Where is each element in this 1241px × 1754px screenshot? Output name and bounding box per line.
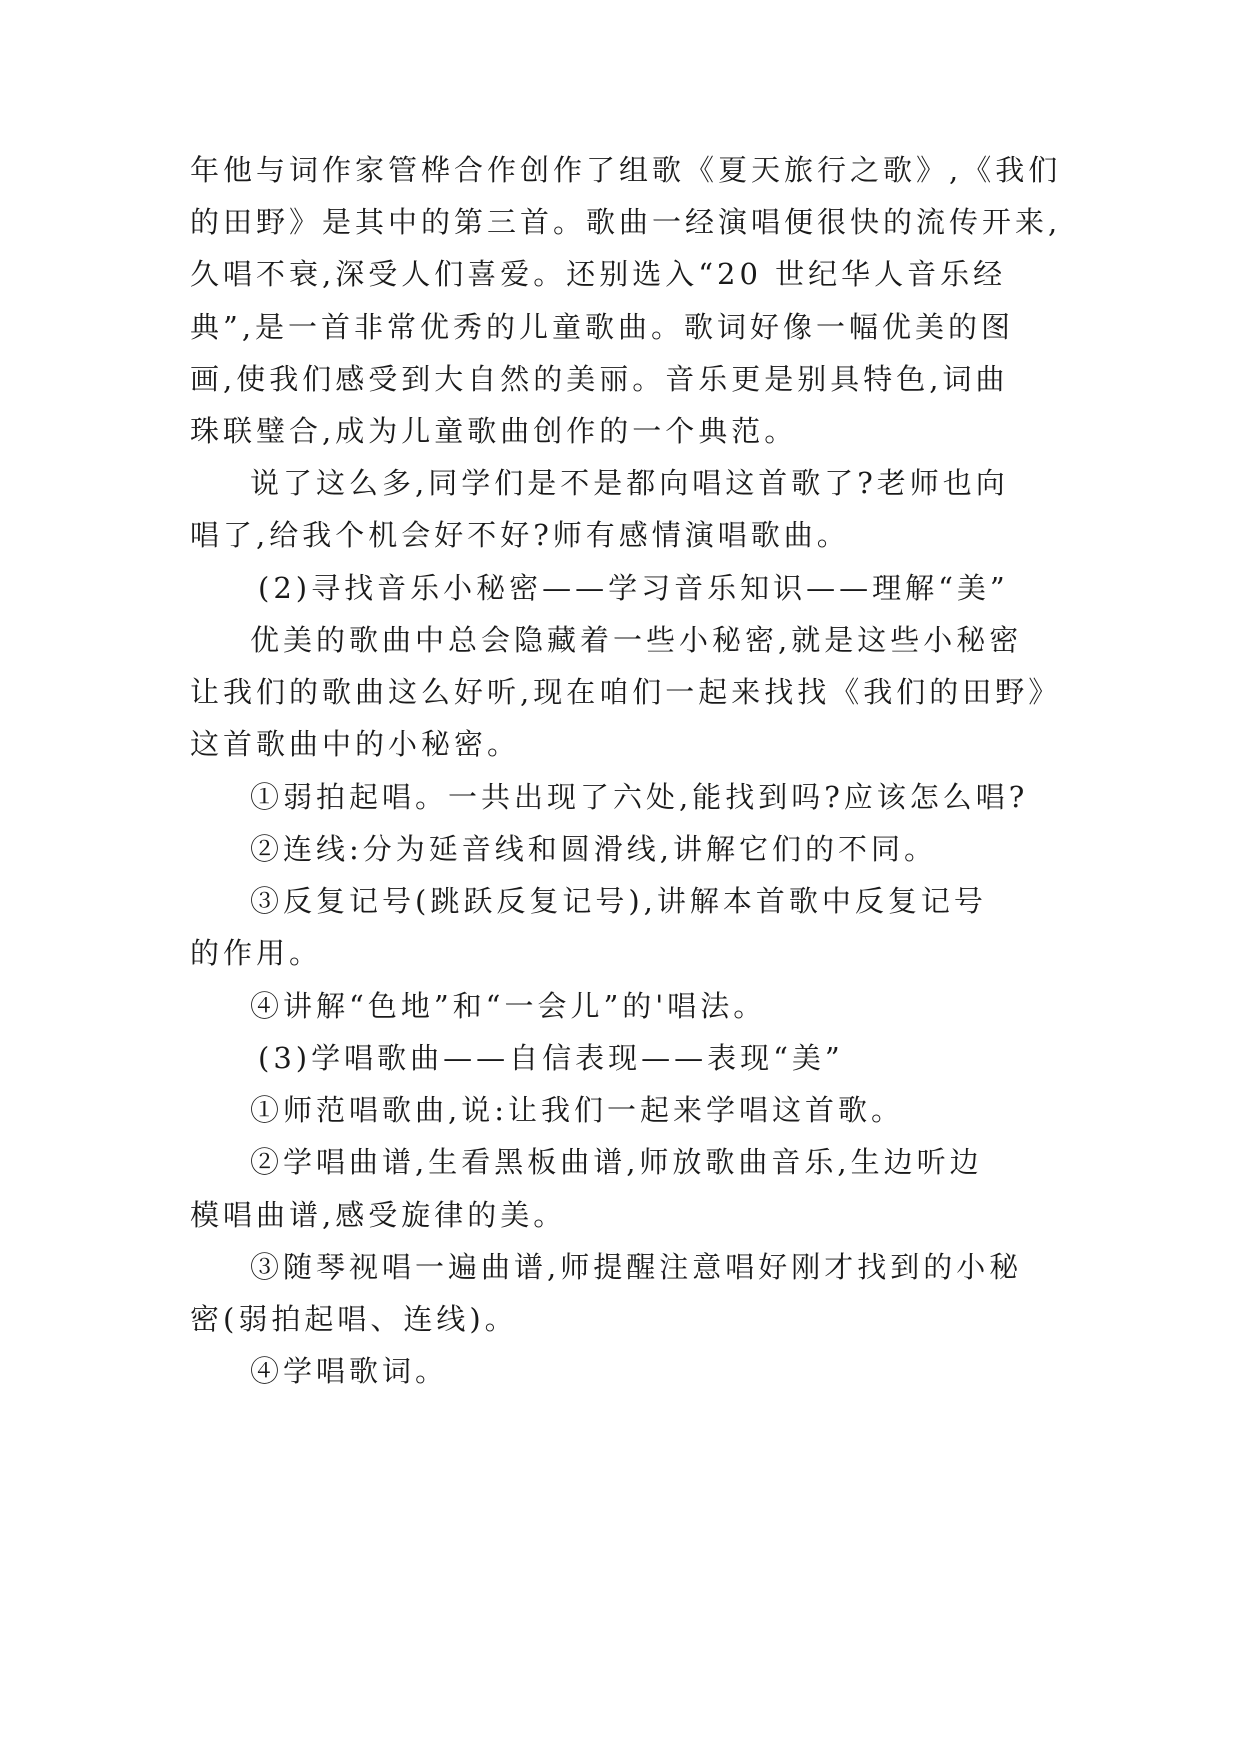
paragraph-line: 让我们的歌曲这么好听,现在咱们一起来找找《我们的田野》	[190, 675, 1062, 709]
section-heading: (2)寻找音乐小秘密——学习音乐知识——理解“美”	[258, 571, 1009, 605]
list-item: ①师范唱歌曲,说:让我们一起来学唱这首歌。	[250, 1093, 904, 1127]
list-item: ②学唱曲谱,生看黑板曲谱,师放歌曲音乐,生边听边	[250, 1145, 983, 1179]
paragraph-line: 唱了,给我个机会好不好?师有感情演唱歌曲。	[190, 518, 850, 552]
list-item: ④讲解“色地”和“一会儿”的'唱法。	[250, 989, 767, 1023]
list-item: ④学唱歌词。	[250, 1354, 449, 1388]
paragraph-line: 珠联璧合,成为儿童歌曲创作的一个典范。	[190, 414, 798, 448]
paragraph-line: 模唱曲谱,感受旋律的美。	[190, 1198, 567, 1232]
paragraph-line: 的作用。	[190, 936, 323, 970]
list-item: ③反复记号(跳跃反复记号),讲解本首歌中反复记号	[250, 884, 987, 918]
paragraph-line: 优美的歌曲中总会隐藏着一些小秘密,就是这些小秘密	[250, 623, 1023, 657]
paragraph-line: 久唱不衰,深受人们喜爱。还别选入“20 世纪华人音乐经	[190, 257, 1007, 291]
section-heading: (3)学唱歌曲——自信表现——表现“美”	[258, 1041, 844, 1075]
list-item: ②连线:分为延音线和圆滑线,讲解它们的不同。	[250, 832, 937, 866]
paragraph-line: 说了这么多,同学们是不是都向唱这首歌了?老师也向	[250, 466, 1009, 500]
paragraph-line: 这首歌曲中的小秘密。	[190, 727, 521, 761]
paragraph-line: 典”,是一首非常优秀的儿童歌曲。歌词好像一幅优美的图	[190, 310, 1015, 344]
paragraph-line: 密(弱拍起唱、连线)。	[190, 1302, 518, 1336]
paragraph-line: 画,使我们感受到大自然的美丽。音乐更是别具特色,词曲	[190, 362, 1009, 396]
paragraph-line: 年他与词作家管桦合作创作了组歌《夏天旅行之歌》,《我们	[190, 153, 1062, 187]
paragraph-line: 的田野》是其中的第三首。歌曲一经演唱便很快的流传开来,	[190, 205, 1062, 239]
list-item: ①弱拍起唱。一共出现了六处,能找到吗?应该怎么唱?	[250, 780, 1029, 814]
list-item: ③随琴视唱一遍曲谱,师提醒注意唱好刚才找到的小秘	[250, 1250, 1023, 1284]
